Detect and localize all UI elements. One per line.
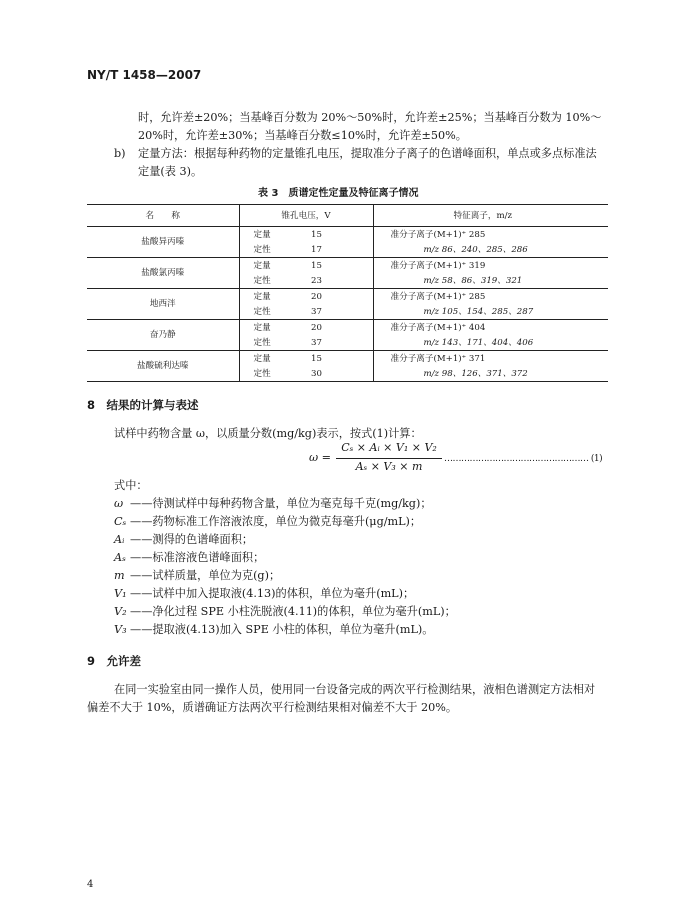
voltage-quant: 15 (311, 258, 373, 274)
continued-paragraph-line-1: 时，允许差±20%；当基峰百分数为 20%～50%时，允许差±25%；当基峰百分数为 10%～ (138, 111, 602, 124)
drug-name: 盐酸氯丙嗪 (87, 258, 239, 289)
table-caption: 表 3 质谱定性定量及特征离子情况 (258, 188, 419, 199)
list-marker-b: b) (114, 147, 126, 160)
ms-parameters-table (87, 204, 608, 382)
def-symbol: V₃ (114, 623, 127, 636)
mode-qual: 定性 (253, 244, 271, 255)
header-ions: 特征离子，m/z (373, 205, 608, 227)
fraction-bar (336, 458, 442, 459)
standard-code-header: NY/T 1458—2007 (87, 68, 202, 82)
header-voltage: 锥孔电压，V (239, 205, 373, 227)
voltage-qual: 37 (311, 306, 322, 317)
voltage-qual: 23 (311, 275, 322, 286)
voltage-qual: 37 (311, 337, 322, 348)
def-symbol: m (114, 569, 125, 582)
table-header-row (87, 205, 608, 227)
quant-ion: 准分子离子(M+1)⁺ 404 (373, 320, 608, 336)
section-8-title: 8 结果的计算与表述 (87, 398, 199, 412)
def-symbol: Aₛ (114, 551, 126, 564)
def-text: ——药物标准工作溶液浓度，单位为微克每毫升(μg/mL)； (130, 515, 422, 528)
mode-qual: 定性 (253, 337, 271, 348)
quant-ion: 准分子离子(M+1)⁺ 371 (373, 351, 608, 367)
def-text: ——待测试样中每种药物含量，单位为毫克每千克(mg/kg)； (130, 497, 432, 510)
section-9-line-2: 偏差不大于 10%，质谱确证方法两次平行检测结果相对偏差不大于 20%。 (87, 701, 458, 714)
quant-method-line-2: 定量(表 3)。 (138, 165, 203, 178)
quant-ion: 准分子离子(M+1)⁺ 285 (373, 289, 608, 305)
formula-numerator: Cₛ × Aᵢ × V₁ × V₂ (341, 441, 437, 454)
def-text: ——测得的色谱峰面积； (130, 533, 254, 546)
mode-quant: 定量 (239, 258, 311, 274)
where-label: 式中： (114, 479, 148, 492)
quant-method-line-1: 定量方法：根据每种药物的定量锥孔电压，提取准分子离子的色谱峰面积，单点或多点标准法 (138, 147, 597, 160)
mode-quant: 定量 (239, 320, 311, 336)
table-row (87, 289, 608, 305)
def-symbol: Cₛ (114, 515, 127, 528)
def-symbol: Aᵢ (114, 533, 125, 546)
section-8-intro: 试样中药物含量 ω，以质量分数(mg/kg)表示，按式(1)计算： (114, 427, 422, 440)
section-9-title: 9 允许差 (87, 654, 142, 668)
qual-ions: m/z 105、154、285、287 (373, 304, 608, 320)
qual-ions: m/z 98、126、371、372 (373, 366, 608, 382)
table-row (87, 227, 608, 243)
def-text: ——试样质量，单位为克(g)； (130, 569, 281, 582)
table-row (87, 351, 608, 367)
mode-quant: 定量 (239, 289, 311, 305)
mode-quant: 定量 (239, 227, 311, 243)
drug-name: 盐酸硫利达嗪 (87, 351, 239, 382)
formula-denominator: Aₛ × V₃ × m (355, 460, 423, 473)
continued-paragraph-line-2: 20%时，允许差±30%；当基峰百分数≤10%时，允许差±50%。 (138, 129, 467, 142)
mode-qual: 定性 (253, 275, 271, 286)
voltage-quant: 20 (311, 320, 373, 336)
formula-lhs: ω = (309, 451, 332, 464)
page-number: 4 (87, 879, 94, 890)
def-symbol: V₁ (114, 587, 127, 600)
voltage-quant: 20 (311, 289, 373, 305)
table-row (87, 258, 608, 274)
def-text: ——净化过程 SPE 小柱洗脱液(4.11)的体积，单位为毫升(mL)； (130, 605, 456, 618)
mode-qual: 定性 (253, 368, 271, 379)
voltage-quant: 15 (311, 227, 373, 243)
def-symbol: V₂ (114, 605, 127, 618)
qual-ions: m/z 143、171、404、406 (373, 335, 608, 351)
drug-name: 盐酸异丙嗪 (87, 227, 239, 258)
header-name: 名 称 (87, 205, 239, 227)
qual-ions: m/z 86、240、285、286 (373, 242, 608, 258)
quant-ion: 准分子离子(M+1)⁺ 319 (373, 258, 608, 274)
mode-quant: 定量 (239, 351, 311, 367)
section-9-line-1: 在同一实验室由同一操作人员，使用同一台设备完成的两次平行检测结果，液相色谱测定方法相对 (114, 683, 596, 696)
voltage-qual: 30 (311, 368, 322, 379)
def-symbol: ω (114, 497, 124, 510)
def-text: ——试样中加入提取液(4.13)的体积，单位为毫升(mL)； (130, 587, 415, 600)
def-text: ——标准溶液色谱峰面积； (130, 551, 265, 564)
drug-name: 地西泮 (87, 289, 239, 320)
voltage-quant: 15 (311, 351, 373, 367)
def-text: ——提取液(4.13)加入 SPE 小柱的体积，单位为毫升(mL)。 (130, 623, 434, 636)
quant-ion: 准分子离子(M+1)⁺ 285 (373, 227, 608, 243)
table-row (87, 320, 608, 336)
qual-ions: m/z 58、86、319、321 (373, 273, 608, 289)
voltage-qual: 17 (311, 244, 322, 255)
drug-name: 奋乃静 (87, 320, 239, 351)
mode-qual: 定性 (253, 306, 271, 317)
formula-number: …………………………………………… (1) (444, 454, 603, 464)
